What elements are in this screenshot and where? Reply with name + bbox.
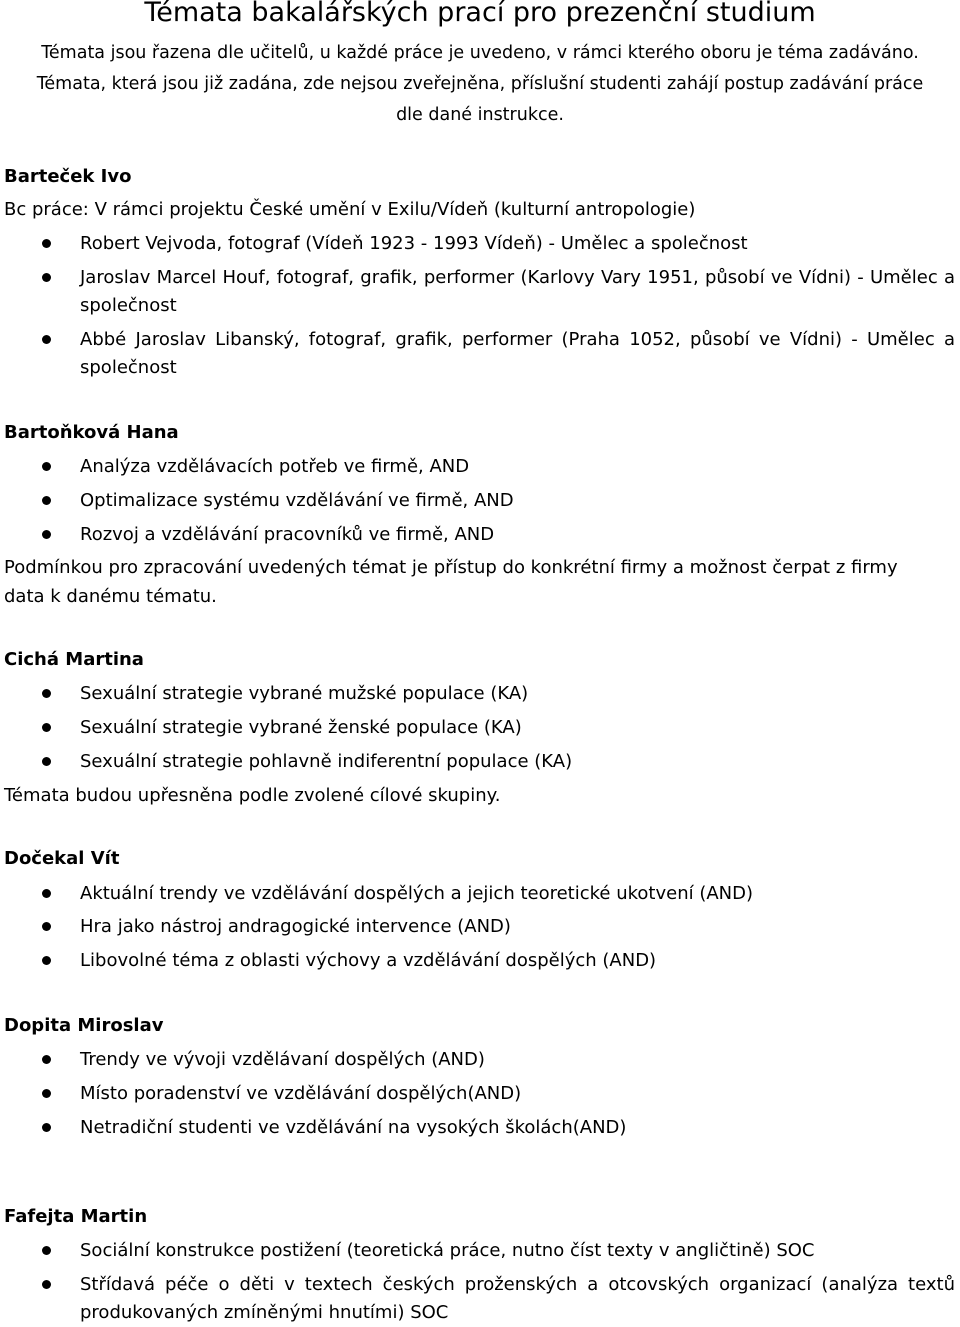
teacher-name: Fafejta Martin [4,1206,148,1227]
intro-line: Témata, která jsou již zadána, zde nejsou zveřejněna, příslušní studenti zahájí postup zadávání práce [36,74,924,94]
teacher-name: Cichá Martina [4,649,144,670]
topic-item: Netradiční studenti ve vzdělávání na vysokých školách(AND) [80,1117,627,1138]
bullet-icon [42,956,51,965]
topic-item: Sociální konstrukce postižení (teoretická práce, nutno číst texty v angličtině) SOC [80,1240,815,1261]
section-note: Bc práce: V rámci projektu České umění v Exilu/Vídeň (kulturní antropologie) [4,199,696,220]
topic-item: Sexuální strategie vybrané ženské populace (KA) [80,717,522,738]
teacher-name: Bartoňková Hana [4,422,179,443]
bullet-icon [42,1246,51,1255]
topic-item: Střídavá péče o děti v textech českých proženských a otcovských organizací (analýza textů produkovaných zmíněnými hnutími) SOC [80,1274,955,1323]
bullet-icon [42,1089,51,1098]
teacher-name: Dočekal Vít [4,848,120,869]
topic-item: Libovolné téma z oblasti výchovy a vzdělávání dospělých (AND) [80,950,657,971]
intro-line: dle dané instrukce. [396,105,564,125]
page-title: Témata bakalářských prací pro prezenční studium [144,0,816,28]
topic-item: Trendy ve vývoji vzdělávaní dospělých (AND) [80,1049,485,1070]
section-note: Témata budou upřesněna podle zvolené cílové skupiny. [4,785,501,806]
topic-item: Analýza vzdělávacích potřeb ve firmě, AND [80,456,470,477]
bullet-icon [42,273,51,282]
intro-paragraph [0,38,960,131]
topic-item: Místo poradenství ve vzdělávání dospělých(AND) [80,1083,522,1104]
topic-item: Abbé Jaroslav Libanský, fotograf, grafik, performer (Praha 1052, působí ve Vídni) - Umělec a společnost [80,329,955,378]
bullet-icon [42,1123,51,1132]
teacher-name: Barteček Ivo [4,166,132,187]
bullet-icon [42,496,51,505]
bullet-icon [42,689,51,698]
intro-line: Témata jsou řazena dle učitelů, u každé práce je uvedeno, v rámci kterého oboru je téma zadáváno. [41,43,919,63]
topic-item: Robert Vejvoda, fotograf (Vídeň 1923 - 1993 Vídeň) - Umělec a společnost [80,233,748,254]
teacher-name: Dopita Miroslav [4,1015,164,1036]
bullet-icon [42,239,51,248]
topic-item: Hra jako nástroj andragogické intervence (AND) [80,916,511,937]
bullet-icon [42,530,51,539]
bullet-icon [42,335,51,344]
topic-item: Jaroslav Marcel Houf, fotograf, grafik, performer (Karlovy Vary 1951, působí ve Vídni) - Umělec a společnost [80,267,955,316]
bullet-icon [42,757,51,766]
bullet-icon [42,922,51,931]
bullet-icon [42,889,51,898]
topic-item: Rozvoj a vzdělávání pracovníků ve firmě, AND [80,524,495,545]
section-note: Podmínkou pro zpracování uvedených témat je přístup do konkrétní firmy a možnost čerpat z firmy [4,557,898,578]
topic-item: Aktuální trendy ve vzdělávání dospělých a jejich teoretické ukotvení (AND) [80,883,754,904]
bullet-icon [42,1055,51,1064]
bullet-icon [42,723,51,732]
bullet-icon [42,1280,51,1289]
section-note: data k danému tématu. [4,586,217,607]
topic-item: Sexuální strategie pohlavně indiferentní populace (KA) [80,751,573,772]
bullet-icon [42,462,51,471]
topic-item: Sexuální strategie vybrané mužské populace (KA) [80,683,529,704]
topic-item: Optimalizace systému vzdělávání ve firmě, AND [80,490,514,511]
